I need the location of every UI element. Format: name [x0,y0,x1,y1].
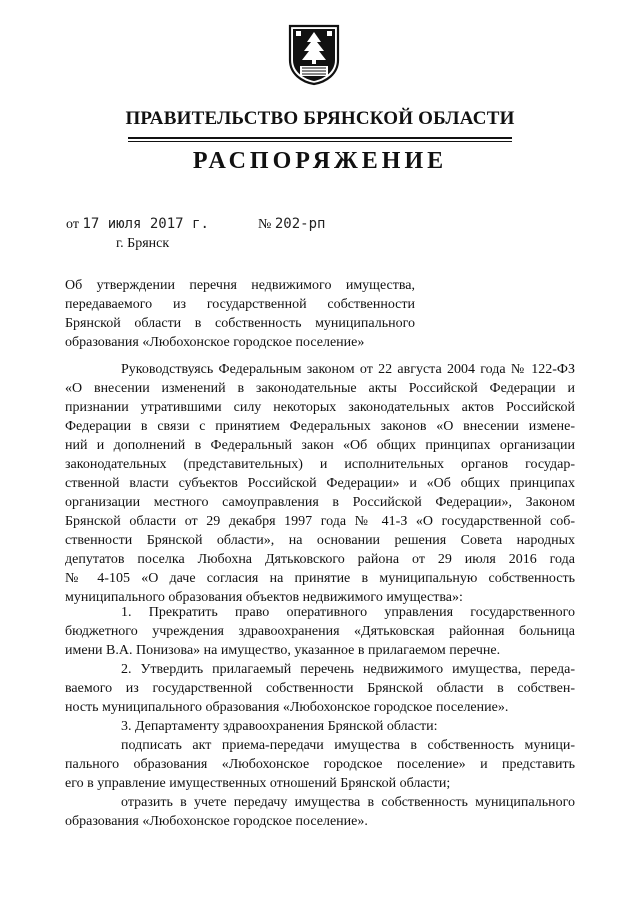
city-label: г. Брянск [116,236,170,251]
date-prefix: от [66,217,79,232]
item-2 [65,660,575,717]
preamble-line: Руководствуясь Федеральным законом от 22 августа 2004 года № 122-ФЗ [121,362,575,377]
subject-line: передаваемого из государственной собственности [65,297,415,312]
date-value: 17 июля 2017 г. [82,216,209,232]
preamble-line: № 4-105 «О даче согласия на принятие в муниципальную собственность [65,571,575,586]
item-line: отразить в учете передачу имущества в собственность муниципального [121,795,575,810]
item-line: ность муниципального образования «Любохонское городское поселение». [65,700,509,715]
date-line [66,216,209,233]
item-line: 1. Прекратить право оперативного управления государственного [121,605,575,620]
item-3-sub-1 [65,736,575,793]
preamble-line: «О внесении изменений в законодательные акты Российской Федерации и [65,381,575,396]
header-rule-thin [128,141,512,142]
item-3 [65,717,575,736]
resolution-items [65,603,575,831]
subject-block [65,276,415,352]
header-rule-thick [128,137,512,139]
document-type-title: РАСПОРЯЖЕНИЕ [192,148,448,174]
item-line: его в управление имущественных отношений Брянской области; [65,776,451,791]
item-line: пального образования «Любохонское городское поселение» и представить [65,757,575,772]
preamble-line: муниципального образования объектов недвижимого имущества»: [65,590,463,605]
coat-of-arms-emblem [286,22,342,86]
preamble-line: депутатов поселка Любохна Дятьковского района от 29 июля 2016 года [65,552,575,567]
item-line: образования «Любохонское городское поселение». [65,814,368,829]
subject-line: Об утверждении перечня недвижимого имущества, [65,278,415,293]
organization-title: ПРАВИТЕЛЬСТВО БРЯНСКОЙ ОБЛАСТИ [125,108,515,129]
preamble-line: организации местного самоуправления в Российской Федерации», Законом [65,495,575,510]
preamble-line: ственной власти субъектов Российской Федерации» и «Об общих принципах [65,476,575,491]
number-value: 202-рп [274,216,326,232]
preamble-line: Брянской области от 29 декабря 1997 года № 41-З «О государственной соб- [65,514,575,529]
subject-line: Брянской области в собственность муниципального [65,316,415,331]
number-prefix: № [258,217,272,232]
item-line: ваемого из государственной собственности Брянской области в собствен- [65,681,575,696]
item-3-sub-2 [65,793,575,831]
preamble-paragraph [65,360,575,607]
preamble-line: Федерации в связи с принятием Федеральных законов «О внесении измене- [65,419,575,434]
preamble-line: признании утратившими силу некоторых законодательных актов Российской [65,400,575,415]
number-line [258,216,325,233]
item-1 [65,603,575,660]
item-line: 2. Утвердить прилагаемый перечень недвижимого имущества, переда- [121,662,575,677]
item-line: бюджетного учреждения здравоохранения «Дятьковская районная больница [65,624,575,639]
item-line: 3. Департаменту здравоохранения Брянской области: [121,719,438,734]
item-line: подписать акт приема-передачи имущества в собственность муници- [121,738,575,753]
preamble-line: законодательных (представительных) и исполнительных органов государ- [65,457,575,472]
preamble-line: ний и дополнений в Федеральный закон «Об общих принципах организации [65,438,575,453]
item-line: имени В.А. Понизова» на имущество, указанное в прилагаемом перечне. [65,643,501,658]
preamble-line: ственности Брянской области», на основании решения Совета народных [65,533,575,548]
subject-line: образования «Любохонское городское поселение» [65,335,365,350]
